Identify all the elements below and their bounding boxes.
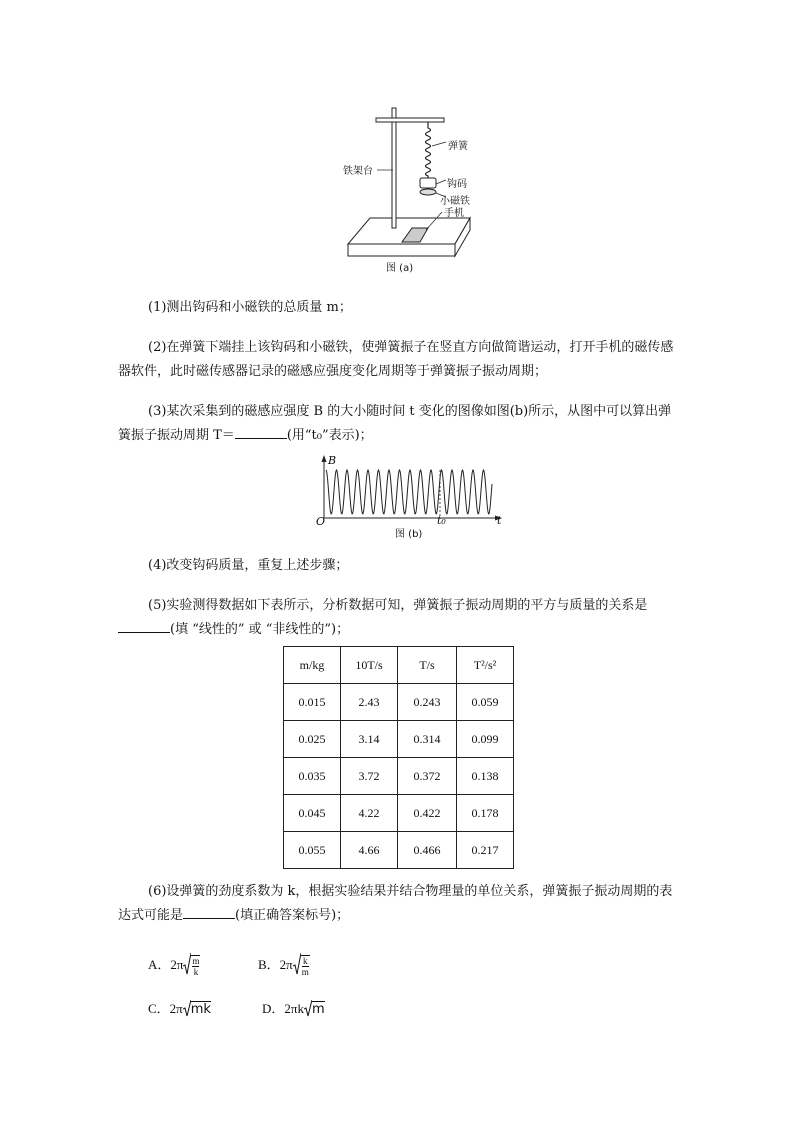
option-b-fraction [301, 955, 310, 977]
magnet [420, 189, 436, 195]
table-cell: 0.059 [457, 684, 514, 721]
table-cell: 0.035 [284, 758, 341, 795]
table-cell: 0.466 [398, 832, 457, 869]
weight-block [420, 178, 436, 188]
label-stand: 铁架台 [343, 166, 373, 177]
sqrt-icon [183, 952, 191, 980]
table-row [284, 684, 514, 721]
answer-blank-3 [235, 424, 287, 439]
table-cell: 0.422 [398, 795, 457, 832]
spring [426, 122, 431, 178]
table-cell: 0.015 [284, 684, 341, 721]
sqrt-icon [304, 999, 312, 1021]
option-a-label: A．2π [148, 956, 184, 972]
figure-b-origin: O [316, 515, 326, 528]
header-t: T/s [398, 647, 457, 684]
figure-b-t0: t₀ [437, 514, 446, 527]
b-waveform [326, 470, 492, 514]
option-c[interactable] [148, 998, 211, 1021]
option-a-denominator: k [193, 967, 199, 977]
option-b-label: B．2π [258, 956, 293, 972]
table-cell: 0.055 [284, 832, 341, 869]
table-cell: 0.217 [457, 832, 514, 869]
step-4: (4)改变钩码质量，重复上述步骤； [148, 558, 349, 573]
step-6-text: (6)设弹簧的劲度系数为 k，根据实验结果并结合物理量的单位关系，弹簧振子振动周期的表达式可能是 [118, 884, 673, 923]
table-row [284, 795, 514, 832]
table-cell: 0.099 [457, 721, 514, 758]
table-cell: 0.372 [398, 758, 457, 795]
table-cell: 3.14 [341, 721, 398, 758]
step-1: (1)测出钩码和小磁铁的总质量 m； [148, 300, 352, 315]
table-cell: 0.243 [398, 684, 457, 721]
header-t2: T²/s² [457, 647, 514, 684]
table-cell: 0.178 [457, 795, 514, 832]
data-table [283, 646, 514, 869]
answer-blank-5 [118, 618, 170, 633]
table-cell: 3.72 [341, 758, 398, 795]
table-row [284, 758, 514, 795]
option-c-label: C．2π [148, 1001, 183, 1016]
option-d-radicand: m [311, 1002, 325, 1017]
table-cell: 0.138 [457, 758, 514, 795]
figure-a [340, 100, 480, 280]
step-3-text: (3)某次采集到的磁感应强度 B 的大小随时间 t 变化的图像如图(b)所示，从图中可以算出弹簧振子振动周期 T＝ [118, 404, 672, 443]
label-weight: 钩码 [447, 179, 467, 190]
figure-b-x-label: t [497, 514, 502, 527]
table-cell: 4.66 [341, 832, 398, 869]
option-a-fraction [191, 955, 200, 977]
step-5-hint: (填 “线性的” 或 “非线性的”)； [170, 622, 350, 637]
table-cell: 0.045 [284, 795, 341, 832]
option-c-radicand: mk [190, 1002, 211, 1017]
figure-a-caption: 图 (a) [386, 263, 414, 274]
step-2: (2)在弹簧下端挂上该钩码和小磁铁，使弹簧振子在竖直方向做简谐运动，打开手机的磁传感器软件，此时磁传感器记录的磁感应强度变化周期等于弹簧振子振动周期； [118, 340, 674, 379]
header-m: m/kg [284, 647, 341, 684]
option-b[interactable] [258, 952, 310, 980]
stand-base-front [348, 244, 455, 256]
axis-y-arrow [322, 455, 327, 462]
option-b-denominator: m [301, 967, 309, 977]
option-a-numerator: m [192, 956, 200, 966]
answer-blank-6 [183, 904, 235, 919]
label-magnet: 小磁铁 [440, 196, 470, 207]
sqrt-icon [183, 999, 191, 1021]
step-3-hint: (用“t₀”表示)； [286, 428, 373, 443]
option-b-numerator: k [303, 956, 308, 966]
figure-b-y-label: B [328, 454, 337, 467]
step-5-text: (5)实验测得数据如下表所示，分析数据可知，弹簧振子振动周期的平方与质量的关系是 [148, 598, 648, 613]
step-6-hint: (填正确答案标号)； [235, 908, 350, 923]
table-header-row [284, 647, 514, 684]
sqrt-icon [293, 952, 301, 980]
stand-rod [392, 108, 396, 228]
figure-b-caption: 图 (b) [395, 529, 423, 540]
header-10t: 10T/s [341, 647, 398, 684]
step-6 [118, 880, 678, 928]
option-d-label: D．2πk [262, 1001, 304, 1016]
step-3 [118, 400, 678, 448]
step-5 [118, 594, 678, 642]
option-a[interactable] [148, 952, 200, 980]
label-spring: 弹簧 [448, 141, 468, 152]
table-cell: 4.22 [341, 795, 398, 832]
table-row [284, 721, 514, 758]
table-cell: 0.025 [284, 721, 341, 758]
leader-spring [432, 142, 446, 146]
label-phone: 手机 [444, 208, 464, 219]
option-d[interactable] [262, 998, 325, 1021]
table-cell: 0.314 [398, 721, 457, 758]
table-cell: 2.43 [341, 684, 398, 721]
leader-weight [436, 180, 446, 184]
stand-arm [376, 118, 444, 122]
table-row [284, 832, 514, 869]
